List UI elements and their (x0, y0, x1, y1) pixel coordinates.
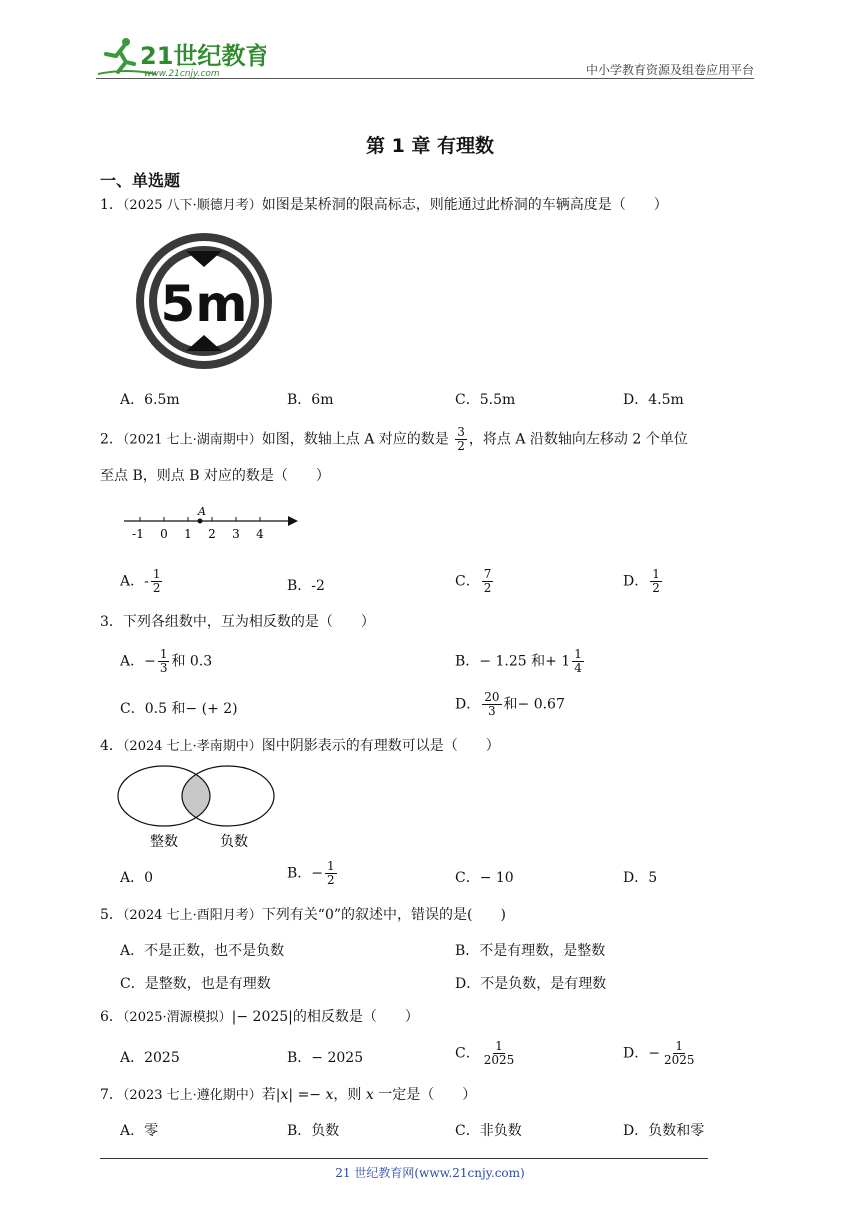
q2-option-d: D． $\frac{1}{2}$ (623, 567, 660, 595)
q1-option-b: B．6m (287, 392, 334, 408)
site-logo (96, 34, 266, 80)
q7-option-b: B．负数 (287, 1123, 340, 1139)
question-2-cont: 至点 B，则点 B 对应的数是（ ） (100, 468, 330, 484)
q6-option-c: C． $\frac{1}{2025}$ (455, 1039, 515, 1067)
q3-option-d: D． $\frac{20}{3}$ 和− 0.67 (455, 690, 565, 718)
q6-option-a: A．2025 (120, 1050, 180, 1066)
svg-text:A: A (198, 505, 206, 518)
question-1: 1．（2025 八下·顺德月考）如图是某桥洞的限高标志，则能通过此桥洞的车辆高度是（ ） (100, 197, 668, 213)
svg-text:整数: 整数 (150, 834, 178, 850)
venn-diagram (116, 764, 278, 854)
page-title: 第 1 章 有理数 (365, 135, 495, 157)
svg-text:负数: 负数 (220, 834, 248, 850)
footer-divider (100, 1158, 708, 1159)
question-7: 7．（2023 七上·遵化期中）若|x| =− x，则 x 一定是（ ） (100, 1087, 477, 1103)
q1-option-d: D．4.5m (623, 392, 684, 408)
question-5: 5．（2024 七上·酉阳月考）下列有关“0”的叙述中，错误的是( ) (100, 907, 506, 923)
q1-option-a: A．6.5m (120, 392, 180, 408)
svg-text:1: 1 (184, 527, 192, 541)
section-heading: 一、单选题 (100, 171, 181, 190)
q6-option-b: B．− 2025 (287, 1050, 364, 1066)
svg-text:0: 0 (160, 527, 168, 541)
q7-option-c: C．非负数 (455, 1123, 522, 1139)
number-line (120, 504, 300, 544)
q5-option-c: C．是整数，也是有理数 (120, 976, 271, 992)
svg-text:2: 2 (208, 527, 216, 541)
q3-option-a: A．− $\frac{1}{3}$ 和 0.3 (120, 647, 213, 675)
q4-option-c: C．− 10 (455, 870, 514, 886)
q4-option-b: B．− $\frac{1}{2}$ (287, 859, 335, 887)
q7-option-d: D．负数和零 (623, 1123, 705, 1139)
question-3: 3．下列各组数中，互为相反数的是（ ） (100, 614, 375, 630)
q7-option-a: A．零 (120, 1123, 159, 1139)
q2-fraction: $\frac{3}{2}$ (457, 425, 465, 453)
q5-option-b: B．不是有理数，是整数 (455, 943, 606, 959)
q5-option-a: A．不是正数，也不是负数 (120, 943, 285, 959)
svg-text:-1: -1 (132, 527, 144, 541)
q5-option-d: D．不是负数，是有理数 (455, 976, 607, 992)
footer-link[interactable]: 21 世纪教育网(www.21cnjy.com) (335, 1166, 525, 1180)
q2-option-c: C． $\frac{7}{2}$ (455, 567, 492, 595)
question-6: 6．（2025·渭源模拟）|− 2025|的相反数是（ ） (100, 1009, 419, 1025)
svg-text:www.21cnjy.com: www.21cnjy.com (144, 69, 220, 79)
q6-option-d: D．− $\frac{1}{2025}$ (623, 1039, 695, 1067)
q3-option-c: C．0.5 和− (+ 2) (120, 701, 238, 717)
svg-text:4: 4 (256, 527, 264, 541)
question-2: 2．（2021 七上·湖南期中）如图，数轴上点 A 对应的数是 $\frac{3}{2}$ ，将点 A 沿数轴向左移动 2 个单位 (100, 425, 688, 453)
svg-text:5m: 5m (160, 275, 248, 333)
q3-option-b: B．− 1.25 和+ 1 $\frac{1}{4}$ (455, 647, 582, 675)
header-divider (96, 78, 754, 79)
q4-option-a: A．0 (120, 870, 154, 886)
q2-option-a: A．- $\frac{1}{2}$ (120, 567, 161, 595)
q4-option-d: D．5 (623, 870, 658, 886)
height-limit-sign (134, 231, 274, 371)
svg-text:3: 3 (232, 527, 240, 541)
header-platform-text: 中小学教育资源及组卷应用平台 (585, 63, 754, 77)
q1-option-c: C．5.5m (455, 392, 516, 408)
q2-option-b: B．-2 (287, 578, 325, 594)
question-4: 4．（2024 七上·孝南期中）图中阴影表示的有理数可以是（ ） (100, 738, 500, 754)
svg-text:21世纪教育: 21世纪教育 (140, 42, 266, 70)
